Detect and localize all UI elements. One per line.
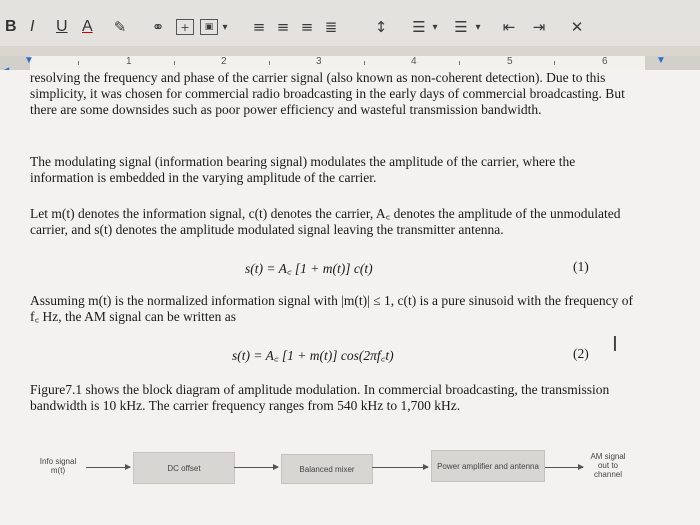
ribbon-toolbar xyxy=(0,0,700,46)
align-left-icon[interactable]: ≡ xyxy=(252,18,266,36)
align-right-icon[interactable]: ≡ xyxy=(300,18,314,36)
arrow xyxy=(372,467,428,468)
bold-button[interactable]: B xyxy=(5,18,17,35)
insert-comment-icon[interactable]: + xyxy=(176,19,194,35)
increase-indent-icon[interactable]: ⇥ xyxy=(532,18,546,36)
decrease-indent-icon[interactable]: ⇤ xyxy=(502,18,516,36)
arrow xyxy=(86,467,130,468)
chevron-down-icon[interactable]: ▾ xyxy=(222,21,228,33)
balanced-mixer-block: Balanced mixer xyxy=(281,454,373,484)
chevron-down-icon[interactable]: ▾ xyxy=(475,21,481,33)
paragraph: resolving the frequency and phase of the carrier signal (also known as non-coherent detection). Due to this simplicity, it was chosen for commercial radio broadcasting in the early days of commercial broadcasting. But there are some downsides such as poor power efficiency and wasteful transmission bandwidth. xyxy=(30,70,625,117)
right-indent-marker-icon[interactable]: ▼ xyxy=(656,55,666,66)
link-icon[interactable]: ⚭ xyxy=(151,18,165,36)
bulleted-list-icon[interactable]: ☰ xyxy=(454,18,468,36)
equation: s(t) = A꜀ [1 + m(t)] cos(2πf꜀t) xyxy=(232,348,394,363)
ruler-label: 2 xyxy=(221,56,227,67)
output-label: AM signal out to channel xyxy=(590,452,626,479)
highlighter-icon[interactable]: ✎ xyxy=(113,18,127,36)
align-justify-icon[interactable]: ≣ xyxy=(324,18,338,36)
ruler xyxy=(0,56,700,70)
numbered-list-icon[interactable]: ☰ xyxy=(412,18,426,36)
equation: s(t) = A꜀ [1 + m(t)] c(t) xyxy=(245,261,373,276)
equation-number: (2) xyxy=(573,346,589,361)
paragraph: Let m(t) denotes the information signal, c(t) denotes the carrier, A꜀ denotes the amplitude of the unmodulated carrier, and s(t) denotes the amplitude modulated signal leaving the transmitter antenna. xyxy=(30,206,621,237)
arrow xyxy=(234,467,278,468)
dc-offset-block: DC offset xyxy=(133,452,235,484)
clear-formatting-icon[interactable]: ✕ xyxy=(570,18,584,36)
paragraph: The modulating signal (information bearing signal) modulates the amplitude of the carrier, where the information is embedded in the varying amplitude of the carrier. xyxy=(30,154,576,185)
input-label: Info signal m(t) xyxy=(39,457,77,475)
power-amplifier-block: Power amplifier and antenna xyxy=(431,450,545,482)
ruler-label: 5 xyxy=(507,56,513,67)
ruler-label: 4 xyxy=(411,56,417,67)
chevron-down-icon[interactable]: ▾ xyxy=(432,21,438,33)
italic-button[interactable]: I xyxy=(30,18,35,35)
ruler-label: 6 xyxy=(602,56,608,67)
align-center-icon[interactable]: ≡ xyxy=(276,18,290,36)
document-page[interactable] xyxy=(0,70,700,525)
ruler-label: 3 xyxy=(316,56,322,67)
paragraph: Assuming m(t) is the normalized information signal with |m(t)| ≤ 1, c(t) is a pure sinusoid with the frequency of f꜀ Hz, the AM signal can be written as xyxy=(30,293,633,324)
paragraph: Figure7.1 shows the block diagram of amplitude modulation. In commercial broadcasting, the transmission bandwidth is 10 kHz. The carrier frequency ranges from 540 kHz to 1,700 kHz. xyxy=(30,382,610,413)
indent-marker-icon[interactable]: ▼ xyxy=(24,55,34,66)
arrow xyxy=(545,467,583,468)
text-cursor-icon: I xyxy=(612,332,618,356)
font-color-button[interactable]: A xyxy=(82,18,93,35)
insert-image-icon[interactable]: ▣ xyxy=(200,19,218,35)
equation-number: (1) xyxy=(573,259,589,274)
ruler-label: 1 xyxy=(126,56,132,67)
underline-button[interactable]: U xyxy=(56,18,68,35)
line-spacing-icon[interactable]: ↕ xyxy=(374,18,388,36)
